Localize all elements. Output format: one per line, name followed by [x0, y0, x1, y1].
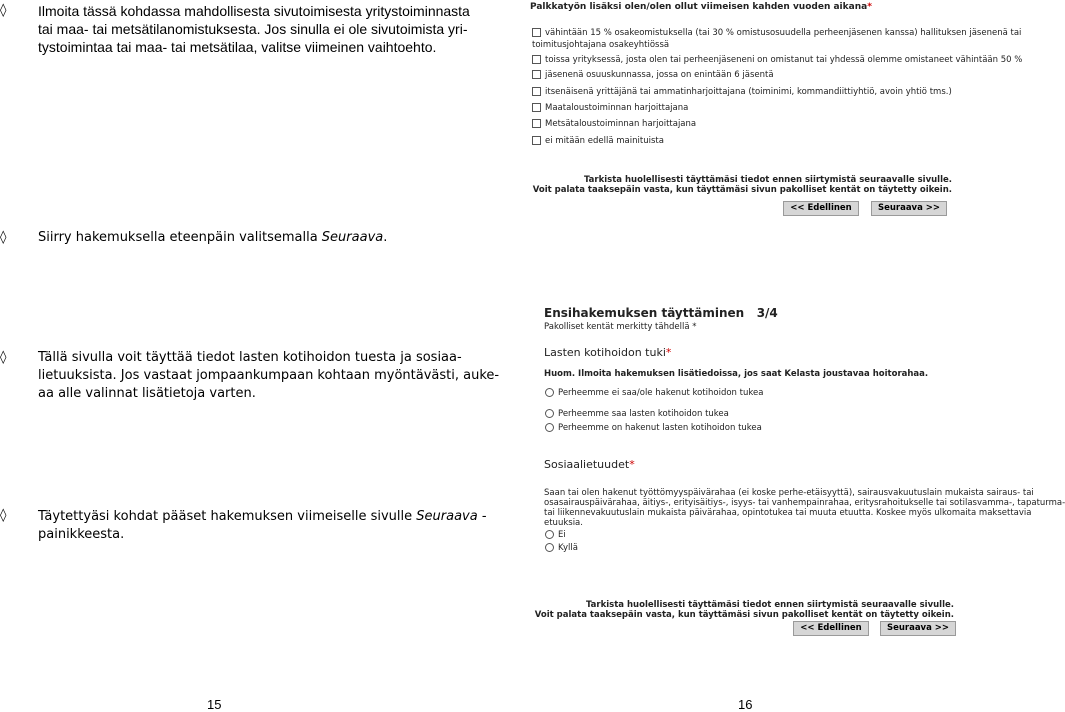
option-cooperative-member[interactable]: jäsenenä osuuskunnassa, jossa on enintään 6 jäsentä — [532, 70, 774, 80]
text-run: Siirry hakemuksella eteenpäin valitsemalla — [38, 230, 322, 245]
bullet-diamond: ◊ — [0, 230, 7, 245]
option-forestry[interactable]: Metsätaloustoiminnan harjoittajana — [532, 119, 696, 129]
required-star: * — [665, 346, 672, 359]
option-agriculture[interactable]: Maataloustoiminnan harjoittajana — [532, 103, 688, 113]
paragraph-childcare-benefits — [38, 349, 499, 403]
option-shareholder-board[interactable]: vähintään 15 % osakeomistuksella (tai 30 % omistusosuudella perheenjäsenen kanssa) hallituksen jäsenenä tai — [532, 28, 1021, 38]
checkbox[interactable] — [532, 119, 541, 128]
text-run: - — [477, 509, 487, 524]
form-title: Ensihakemuksen täyttäminen 3/4 — [544, 306, 778, 320]
business-section-title: Palkkatyön lisäksi olen/olen ollut viimeisen kahden vuoden aikana* — [530, 2, 872, 12]
childcare-hint: Huom. Ilmoita hakemuksen lisätiedoissa, jos saat Kelasta joustavaa hoitorahaa. — [544, 369, 929, 379]
radio-button[interactable] — [545, 388, 554, 397]
radio-childcare-applied[interactable]: Perheemme on hakenut lasten kotihoidon tukea — [545, 423, 762, 433]
text-italic-next: Seuraava — [321, 230, 384, 245]
radio-button[interactable] — [545, 409, 554, 418]
next-button[interactable]: Seuraava >> — [880, 621, 956, 636]
previous-button[interactable]: << Edellinen — [783, 201, 859, 216]
radio-benefits-yes[interactable]: Kyllä — [545, 543, 578, 553]
social-benefits-section-label: Sosiaalietuudet* — [544, 458, 635, 471]
paragraph-last-page — [38, 508, 487, 544]
text-line: tai maa- tai metsätilanomistuksesta. Jos sinulla ei ole sivutoimista yri- — [38, 21, 468, 37]
option-self-employed[interactable]: itsenäisenä yrittäjänä tai ammatinharjoittajana (toiminimi, kommandiittiyhtiö, avoin yhtiö tms.) — [532, 87, 952, 97]
radio-button[interactable] — [545, 423, 554, 432]
bullet-diamond: ◊ — [0, 508, 7, 523]
text-line: aa alle valinnat lisätietoja varten. — [38, 386, 256, 401]
checkbox[interactable] — [532, 136, 541, 145]
required-star: * — [629, 458, 635, 471]
required-fields-note: Pakolliset kentät merkitty tähdellä * — [544, 322, 697, 332]
text-line: tystoimintaa tai maa- tai metsätilaa, valitse viimeinen vaihtoehto. — [38, 39, 437, 55]
option-family-company[interactable]: toissa yrityksessä, josta olen tai perheenjäseneni on omistanut tai yhdessä olemme omistaneet vähintään 50 % — [532, 55, 1022, 65]
validation-note: Tarkista huolellisesti täyttämäsi tiedot ennen siirtymistä seuraavalle sivulle. Voit palata taaksepäin vasta, kun täyttämäsi sivun pakolliset kentät on täytetty oikein. — [532, 175, 952, 195]
text-run: . — [383, 230, 388, 245]
checkbox[interactable] — [532, 28, 541, 37]
checkbox[interactable] — [532, 87, 541, 96]
next-button[interactable]: Seuraava >> — [871, 201, 947, 216]
radio-button[interactable] — [545, 530, 554, 539]
social-benefits-description: Saan tai olen hakenut työttömyyspäivärahaa (ei koske perhe-etäisyyttä), sairausvakuutuslain mukaista sairaus- tai osasairauspäivärahaa, äitiys-, erityisäitiys-, isyys- tai vanhempainrahaa, eritysrahoitukselle tai sotilasvamma-, tapaturma- tai liikennevakuutuslain mukaista päivärahaa, opintotukea tai muuta etuutta. Koskee myös ulkomaita maksettavia etuuksia. — [544, 488, 1065, 528]
radio-benefits-no[interactable]: Ei — [545, 530, 566, 540]
bullet-diamond: ◊ — [0, 3, 7, 18]
text-line: Tällä sivulla voit täyttää tiedot lasten kotihoidon tuesta ja sosiaa- — [38, 350, 462, 365]
bullet-diamond: ◊ — [0, 350, 7, 365]
validation-note: Tarkista huolellisesti täyttämäsi tiedot ennen siirtymistä seuraavalle sivulle. Voit palata taaksepäin vasta, kun täyttämäsi sivun pakolliset kentät on täytetty oikein. — [534, 600, 954, 620]
previous-button[interactable]: << Edellinen — [793, 621, 869, 636]
radio-childcare-none[interactable]: Perheemme ei saa/ole hakenut kotihoidon tukea — [545, 388, 763, 398]
page-number-left: 15 — [207, 697, 222, 712]
option-text-continuation: toimitusjohtajana osakeyhtiössä — [532, 40, 670, 50]
page-number-right: 16 — [738, 697, 753, 712]
radio-button[interactable] — [545, 543, 554, 552]
text-line: Ilmoita tässä kohdassa mahdollisesta sivutoimisesta yritystoiminnasta — [38, 3, 470, 19]
text-line: lietuuksista. Jos vastaat jompaankumpaan kohtaan myöntävästi, auke- — [38, 368, 500, 383]
required-star: * — [867, 2, 872, 12]
text-italic-next: Seuraava — [416, 509, 478, 524]
paragraph-go-forward — [38, 229, 387, 247]
option-none[interactable]: ei mitään edellä mainituista — [532, 136, 664, 146]
text-run: Täytettyäsi kohdat pääset hakemuksen viimeiselle sivulle — [38, 509, 417, 524]
checkbox[interactable] — [532, 55, 541, 64]
text-line: painikkeesta. — [38, 527, 125, 542]
childcare-section-label: Lasten kotihoidon tuki* — [544, 346, 672, 359]
checkbox[interactable] — [532, 70, 541, 79]
paragraph-business-activity — [38, 2, 470, 56]
checkbox[interactable] — [532, 103, 541, 112]
radio-childcare-receives[interactable]: Perheemme saa lasten kotihoidon tukea — [545, 409, 729, 419]
